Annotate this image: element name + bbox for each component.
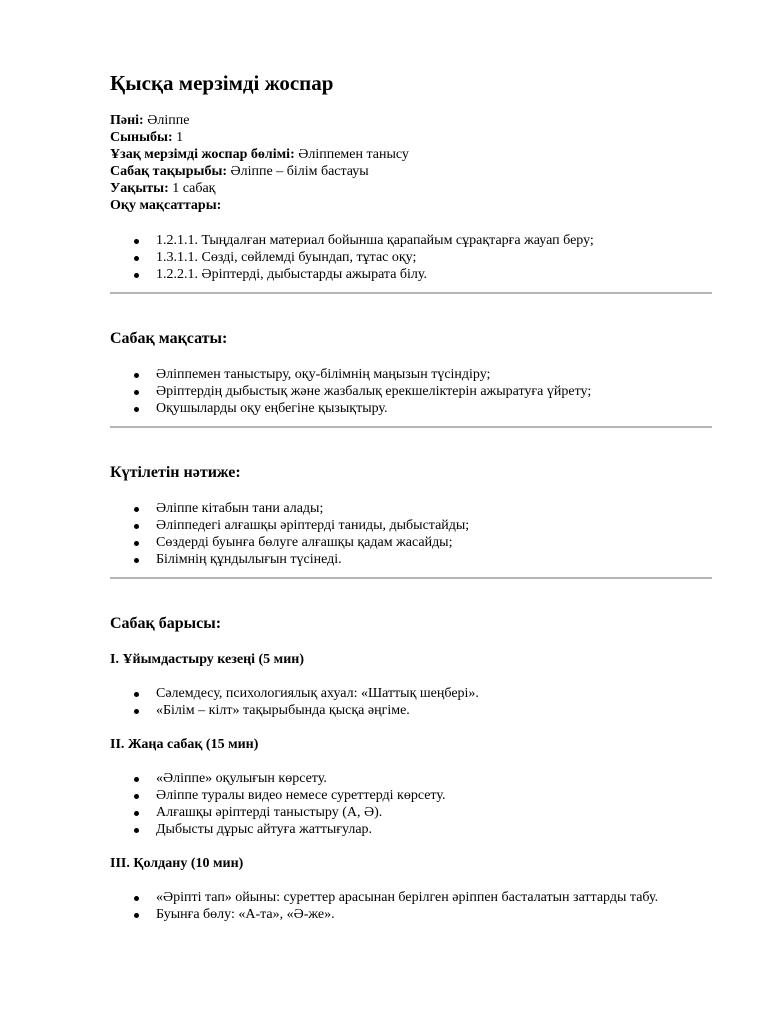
list-item: Әліппемен таныстыру, оқу-білімнің маңызын түсіндіру; bbox=[156, 366, 712, 383]
meta-label: Сабақ тақырыбы: bbox=[110, 164, 228, 179]
meta-topic bbox=[110, 163, 712, 180]
stage-title: III. Қолдану (10 мин) bbox=[110, 856, 244, 871]
meta-duration bbox=[110, 180, 712, 197]
list-item: Білімнің құндылығын түсінеді. bbox=[156, 551, 712, 568]
lesson-flow-heading: Сабақ барысы: bbox=[110, 615, 222, 632]
stage-title: II. Жаңа сабақ (15 мин) bbox=[110, 737, 259, 752]
list-item: 1.2.2.1. Әріптерді, дыбыстарды ажырата білу. bbox=[156, 266, 712, 283]
stage-list bbox=[110, 770, 712, 838]
meta-label: Пәні: bbox=[110, 113, 144, 128]
list-item: «Әліппе» оқулығын көрсету. bbox=[156, 770, 712, 787]
list-item: Әріптердің дыбыстық және жазбалық ерекшеліктерін ажыратуға үйрету; bbox=[156, 383, 712, 400]
list-item: Әліппедегі алғашқы әріптерді таниды, дыбыстайды; bbox=[156, 517, 712, 534]
meta-label: Ұзақ мерзімді жоспар бөлімі: bbox=[110, 147, 295, 162]
meta-label: Оқу мақсаттары: bbox=[110, 198, 222, 213]
meta-objectives-label bbox=[110, 197, 712, 214]
list-item: 1.3.1.1. Сөзді, сөйлемді буындап, тұтас оқу; bbox=[156, 249, 712, 266]
page-title: Қысқа мерзімді жоспар bbox=[110, 71, 334, 95]
meta-grade bbox=[110, 129, 712, 146]
list-item: Сөздерді буынға бөлуге алғашқы қадам жасайды; bbox=[156, 534, 712, 551]
list-item: Әліппе туралы видео немесе суреттерді көрсету. bbox=[156, 787, 712, 804]
stage-list bbox=[110, 889, 712, 923]
meta-long-term-section bbox=[110, 146, 712, 163]
meta-value: 1 сабақ bbox=[168, 181, 216, 196]
meta-label: Уақыты: bbox=[110, 181, 169, 196]
list-item: Дыбысты дұрыс айтуға жаттығулар. bbox=[156, 821, 712, 838]
section-divider bbox=[110, 426, 712, 428]
list-item: Әліппе кітабын тани алады; bbox=[156, 500, 712, 517]
meta-value: Әліппемен танысу bbox=[294, 147, 409, 162]
meta-subject bbox=[110, 112, 712, 129]
section-divider bbox=[110, 577, 712, 579]
lesson-goal-list bbox=[110, 366, 712, 417]
list-item: «Білім – кілт» тақырыбында қысқа әңгіме. bbox=[156, 702, 712, 719]
list-item: Буынға бөлу: «А-та», «Ә-же». bbox=[156, 906, 712, 923]
list-item: «Әріпті тап» ойыны: суреттер арасынан берілген әріппен басталатын заттарды табу. bbox=[156, 889, 712, 906]
list-item: Оқушыларды оқу еңбегіне қызықтыру. bbox=[156, 400, 712, 417]
meta-value: 1 bbox=[172, 130, 184, 145]
stage-list bbox=[110, 685, 712, 719]
meta-value: Әліппе – білім бастауы bbox=[227, 164, 369, 179]
section-divider bbox=[110, 292, 712, 294]
list-item: Алғашқы әріптерді таныстыру (А, Ә). bbox=[156, 804, 712, 821]
lesson-meta bbox=[110, 112, 712, 214]
list-item: Сәлемдесу, психологиялық ахуал: «Шаттық шеңбері». bbox=[156, 685, 712, 702]
stage-title: I. Ұйымдастыру кезеңі (5 мин) bbox=[110, 652, 305, 667]
meta-value: Әліппе bbox=[143, 113, 190, 128]
lesson-goal-heading: Сабақ мақсаты: bbox=[110, 330, 228, 347]
meta-label: Сыныбы: bbox=[110, 130, 173, 145]
expected-result-heading: Күтілетін нәтиже: bbox=[110, 464, 241, 481]
objectives-list bbox=[110, 232, 712, 283]
expected-result-list bbox=[110, 500, 712, 568]
list-item: 1.2.1.1. Тыңдалған материал бойынша қарапайым сұрақтарға жауап беру; bbox=[156, 232, 712, 249]
